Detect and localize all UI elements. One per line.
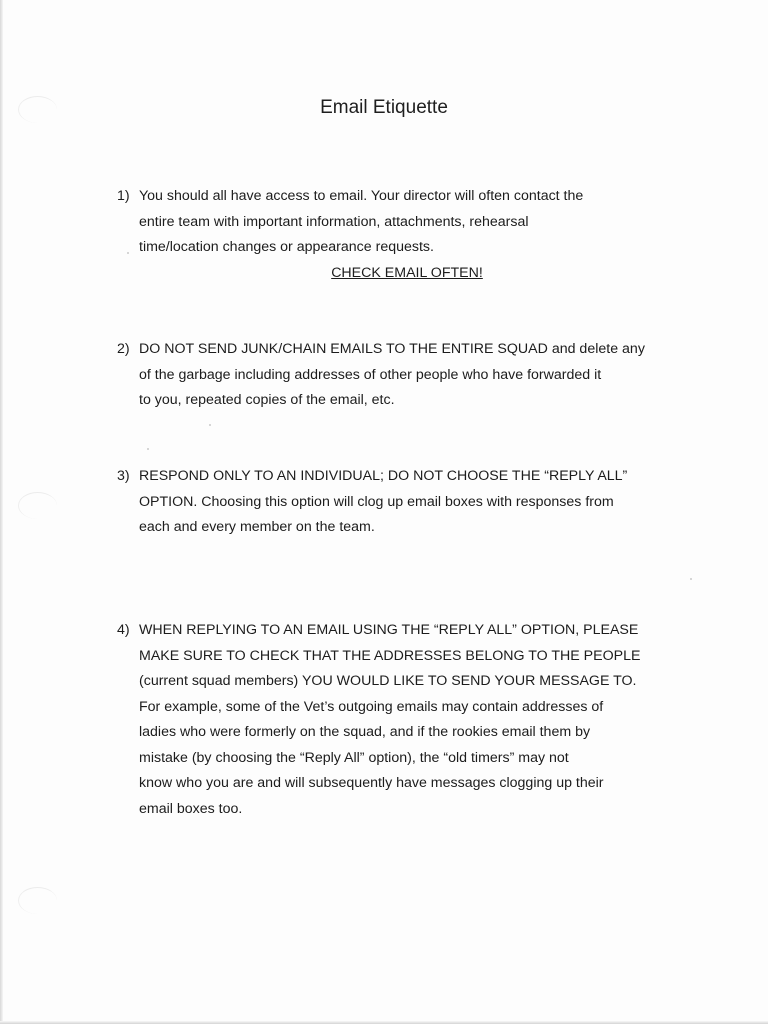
item-text-line: of the garbage including addresses of other people who have forwarded it bbox=[139, 366, 602, 383]
check-email-notice: CHECK EMAIL OFTEN! bbox=[331, 264, 483, 281]
emphasis-line bbox=[117, 261, 697, 287]
scan-speck bbox=[209, 424, 211, 426]
item-text-line: DO NOT SEND JUNK/CHAIN EMAILS TO THE ENTIRE SQUAD and delete any bbox=[139, 341, 645, 357]
item-text bbox=[139, 464, 697, 541]
item-number: 3) bbox=[117, 468, 130, 484]
scan-speck bbox=[147, 448, 149, 450]
list-item bbox=[117, 337, 697, 414]
item-text-line: mistake (by choosing the “Reply All” option), the “old timers” may not bbox=[139, 749, 569, 766]
punch-hole-mark bbox=[18, 887, 57, 914]
item-number: 1) bbox=[117, 188, 130, 204]
item-number: 4) bbox=[117, 622, 130, 638]
item-text-line: to you, repeated copies of the email, etc. bbox=[139, 392, 395, 408]
scan-speck bbox=[690, 578, 692, 580]
item-text-line: know who you are and will subsequently have messages clogging up their bbox=[139, 775, 604, 791]
item-text-line: For example, some of the Vet’s outgoing emails may contain addresses of bbox=[139, 698, 604, 715]
item-text-line: email boxes too. bbox=[139, 800, 243, 817]
list-item bbox=[117, 464, 697, 541]
document-title: Email Etiquette bbox=[320, 97, 448, 118]
item-text-line: MAKE SURE TO CHECK THAT THE ADDRESSES BELONG TO THE PEOPLE bbox=[139, 647, 641, 664]
list-item bbox=[117, 618, 697, 822]
item-text-line: each and every member on the team. bbox=[139, 519, 375, 535]
item-text-line: time/location changes or appearance requests. bbox=[139, 239, 434, 255]
punch-hole-mark bbox=[18, 492, 57, 519]
item-text-line: WHEN REPLYING TO AN EMAIL USING THE “REPLY ALL” OPTION, PLEASE bbox=[139, 622, 639, 638]
item-text-line: ladies who were formerly on the squad, and if the rookies email them by bbox=[139, 724, 591, 740]
item-text-line: RESPOND ONLY TO AN INDIVIDUAL; DO NOT CHOOSE THE “REPLY ALL” bbox=[139, 468, 628, 484]
item-text-line: (current squad members) YOU WOULD LIKE TO SEND YOUR MESSAGE TO. bbox=[139, 673, 637, 689]
item-text bbox=[139, 618, 697, 822]
item-number: 2) bbox=[117, 341, 130, 357]
item-text-line: OPTION. Choosing this option will clog up email boxes with responses from bbox=[139, 493, 614, 510]
item-text-line: You should all have access to email. Your director will often contact the bbox=[139, 188, 584, 204]
item-text bbox=[139, 337, 697, 414]
item-text bbox=[139, 184, 697, 286]
list-item bbox=[117, 184, 697, 286]
item-text-line: entire team with important information, attachments, rehearsal bbox=[139, 213, 529, 230]
page-left-edge bbox=[0, 0, 3, 1024]
